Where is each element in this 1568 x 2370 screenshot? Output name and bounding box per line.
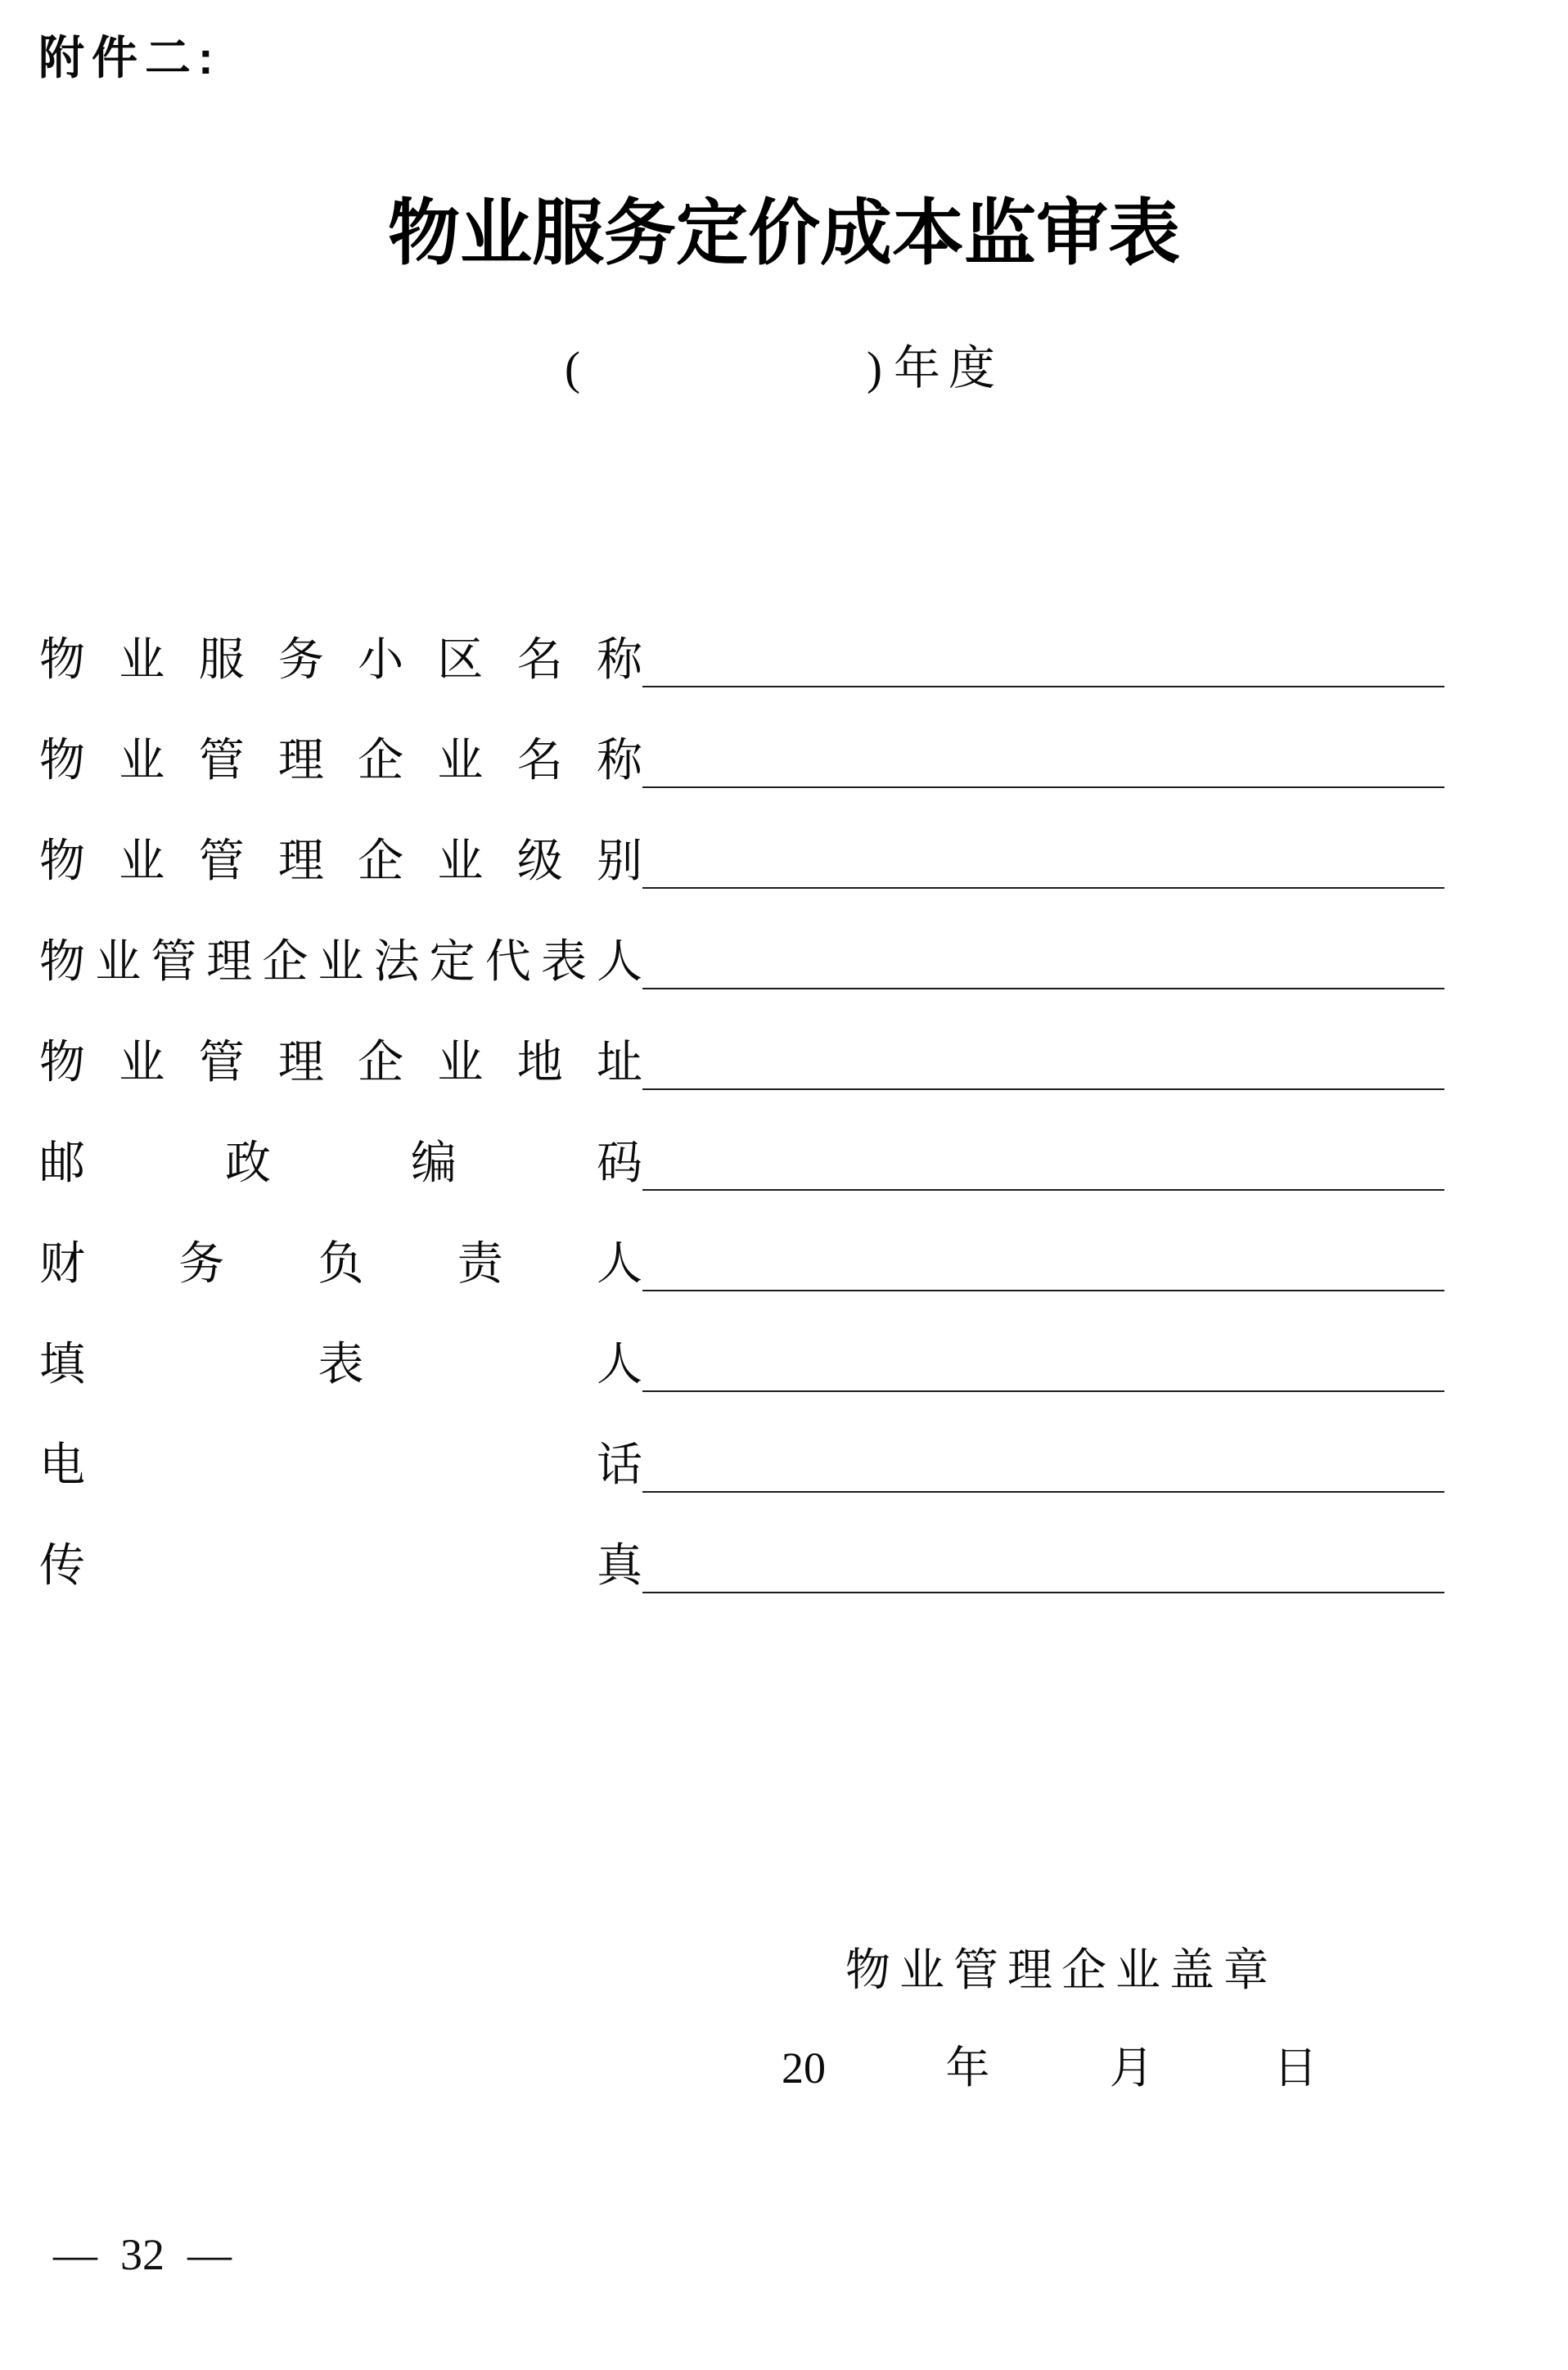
fill-in-line	[642, 723, 1444, 788]
form-row-form-filler	[39, 1327, 1444, 1392]
fill-in-line	[642, 1125, 1444, 1191]
fill-in-line	[642, 1528, 1444, 1593]
date-year-label: 年	[945, 2043, 990, 2093]
form-row-label: 物 业 管 理 企 业 地 址	[39, 1038, 642, 1088]
date-month-label: 月	[1109, 2043, 1154, 2093]
form-row-telephone	[39, 1427, 1444, 1493]
form-row-label: 物 业 服 务 小 区 名 称	[39, 635, 642, 686]
form-row-company-name	[39, 723, 1444, 788]
page-number	[53, 2230, 232, 2279]
fill-in-line	[642, 1327, 1444, 1392]
form-row-company-address	[39, 1025, 1444, 1090]
fill-in-line	[642, 823, 1444, 889]
date-line	[782, 2044, 1318, 2093]
attachment-label: 附件二:	[38, 32, 221, 83]
form-row-postal-code	[39, 1125, 1444, 1191]
company-stamp-line: 物业管理企业盖章	[845, 1945, 1278, 1995]
page-title: 物业服务定价成本监审表	[387, 195, 1180, 274]
page-number-value: 32	[120, 2230, 164, 2279]
form-row-label: 传 真	[39, 1541, 642, 1592]
form-row-legal-representative	[39, 924, 1444, 989]
fill-in-line	[642, 924, 1444, 989]
close-paren: )	[867, 343, 882, 394]
date-day-label: 日	[1273, 2043, 1318, 2093]
form-row-label: 财 务 负 责 人	[39, 1239, 642, 1290]
form-row-finance-manager	[39, 1226, 1444, 1291]
open-paren: (	[565, 343, 580, 394]
fill-in-line	[642, 1427, 1444, 1493]
form-row-label: 物 业 管 理 企 业 级 别	[39, 836, 642, 887]
fill-in-line	[642, 1025, 1444, 1090]
page-number-left-dash: —	[53, 2230, 97, 2279]
fill-in-line	[642, 1226, 1444, 1291]
form-row-label: 物 业 管 理 企 业 名 称	[39, 736, 642, 786]
year-suffix-label: 年度	[893, 343, 1003, 394]
year-line	[0, 344, 1568, 395]
form-row-label: 填 表 人	[39, 1340, 642, 1390]
form-row-label: 物 业 管 理 企 业 法 定 代 表 人	[39, 937, 642, 988]
fill-in-line	[642, 622, 1444, 687]
date-year-prefix: 20	[782, 2043, 826, 2093]
form-row-label: 电 话	[39, 1440, 642, 1491]
form-row-fax	[39, 1528, 1444, 1593]
form-row-label: 邮 政 编 码	[39, 1138, 642, 1189]
form-row-company-level	[39, 823, 1444, 889]
page-number-right-dash: —	[187, 2230, 232, 2279]
form-row-community-name	[39, 622, 1444, 687]
